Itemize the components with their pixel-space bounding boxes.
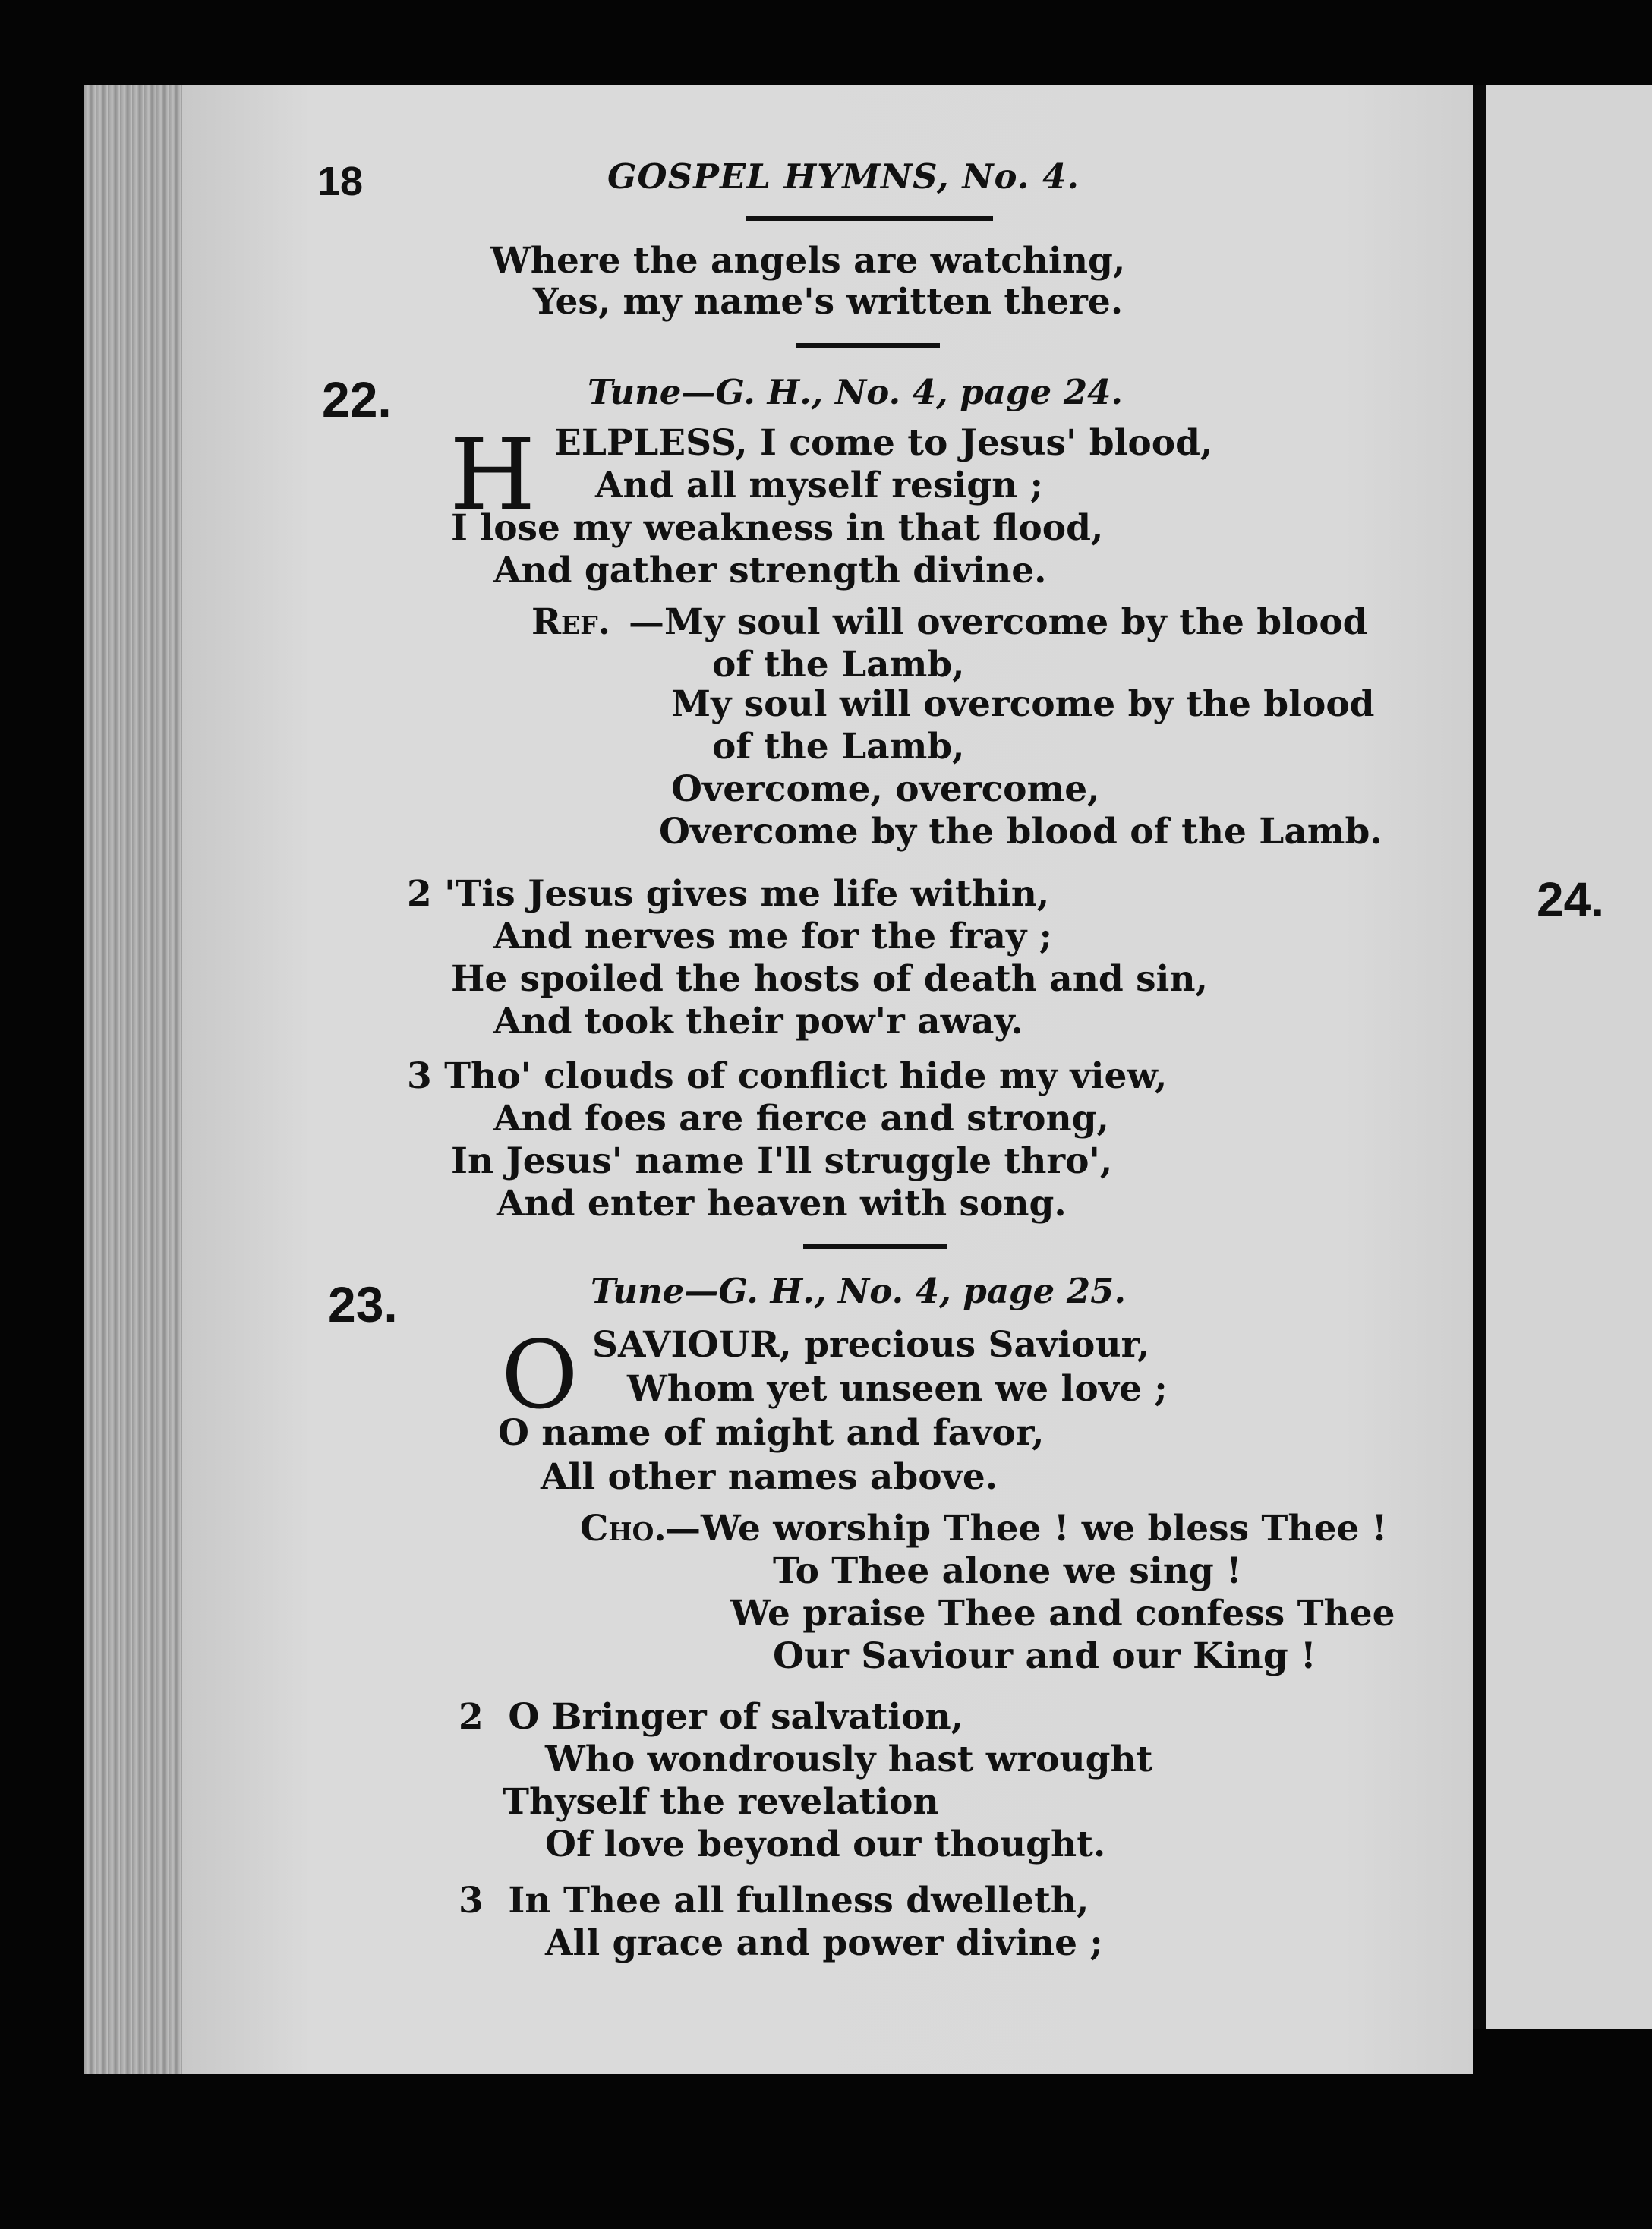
hymn-number: 22.: [322, 371, 392, 427]
verse-line: O name of might and favor,: [498, 1412, 1045, 1454]
verse-line: ELPLESS, I come to Jesus' blood,: [554, 422, 1213, 464]
drop-cap: H: [449, 417, 536, 532]
verse-line: 2 'Tis Jesus gives me life within,: [407, 873, 1050, 915]
verse-line: And gather strength divine.: [493, 550, 1047, 591]
book-gutter: [1473, 85, 1486, 2029]
facing-page-hymn-number: 24.: [1537, 872, 1604, 927]
refrain-line: of the Lamb,: [712, 726, 965, 768]
hymn-tune: Tune—G. H., No. 4, page 24.: [588, 372, 1124, 412]
verse-line: And took their pow'r away.: [493, 1001, 1023, 1042]
verse-line: 3 Tho' clouds of conflict hide my view,: [407, 1055, 1168, 1097]
section-divider: [796, 343, 940, 348]
running-header-title: GOSPEL HYMNS, No. 4.: [607, 156, 1080, 197]
verse-line: I lose my weakness in that flood,: [451, 507, 1104, 549]
refrain-line: Overcome, overcome,: [671, 768, 1100, 810]
verse-line: SAVIOUR, precious Saviour,: [592, 1324, 1150, 1366]
refrain-line: My soul will overcome by the blood: [671, 683, 1375, 725]
verse-line: Of love beyond our thought.: [545, 1824, 1106, 1865]
section-divider: [803, 1244, 947, 1249]
verse-line: Whom yet unseen we love ;: [627, 1368, 1168, 1410]
chorus-label: Cho.: [580, 1508, 667, 1550]
verse-line: Who wondrously hast wrought: [545, 1739, 1153, 1780]
verse-line: All other names above.: [541, 1456, 998, 1498]
chorus-line: Our Saviour and our King !: [773, 1635, 1316, 1677]
hymn-tune: Tune—G. H., No. 4, page 25.: [591, 1271, 1127, 1311]
verse-line: And foes are fierce and strong,: [493, 1098, 1109, 1140]
verse-line: 2 O Bringer of salvation,: [459, 1696, 964, 1738]
chorus-line: —We worship Thee ! we bless Thee !: [665, 1508, 1388, 1550]
refrain-line: Overcome by the blood of the Lamb.: [659, 811, 1382, 853]
verse-line: In Jesus' name I'll struggle thro',: [451, 1140, 1113, 1182]
page-edges: [84, 85, 182, 2074]
refrain-line: —My soul will overcome by the blood: [629, 601, 1368, 643]
refrain-line: of the Lamb,: [712, 644, 965, 686]
prev-hymn-line-2: Yes, my name's written there.: [533, 281, 1124, 323]
verse-line: And enter heaven with song.: [497, 1183, 1067, 1225]
verse-line: And nerves me for the fray ;: [493, 916, 1053, 957]
chorus-line: We praise Thee and confess Thee: [730, 1593, 1395, 1635]
drop-cap: O: [501, 1321, 579, 1430]
prev-hymn-line-1: Where the angels are watching,: [490, 240, 1126, 282]
page-number: 18: [317, 159, 364, 204]
verse-line: All grace and power divine ;: [545, 1922, 1103, 1964]
facing-page: [1486, 85, 1652, 2029]
verse-line: 3 In Thee all fullness dwelleth,: [459, 1880, 1089, 1922]
chorus-line: To Thee alone we sing !: [773, 1550, 1242, 1592]
verse-line: Thyself the revelation: [503, 1781, 939, 1823]
verse-line: And all myself resign ;: [595, 465, 1043, 506]
refrain-label: Ref.: [531, 601, 611, 643]
verse-line: He spoiled the hosts of death and sin,: [451, 958, 1208, 1000]
hymn-number: 23.: [328, 1276, 398, 1332]
header-rule: [746, 216, 993, 221]
